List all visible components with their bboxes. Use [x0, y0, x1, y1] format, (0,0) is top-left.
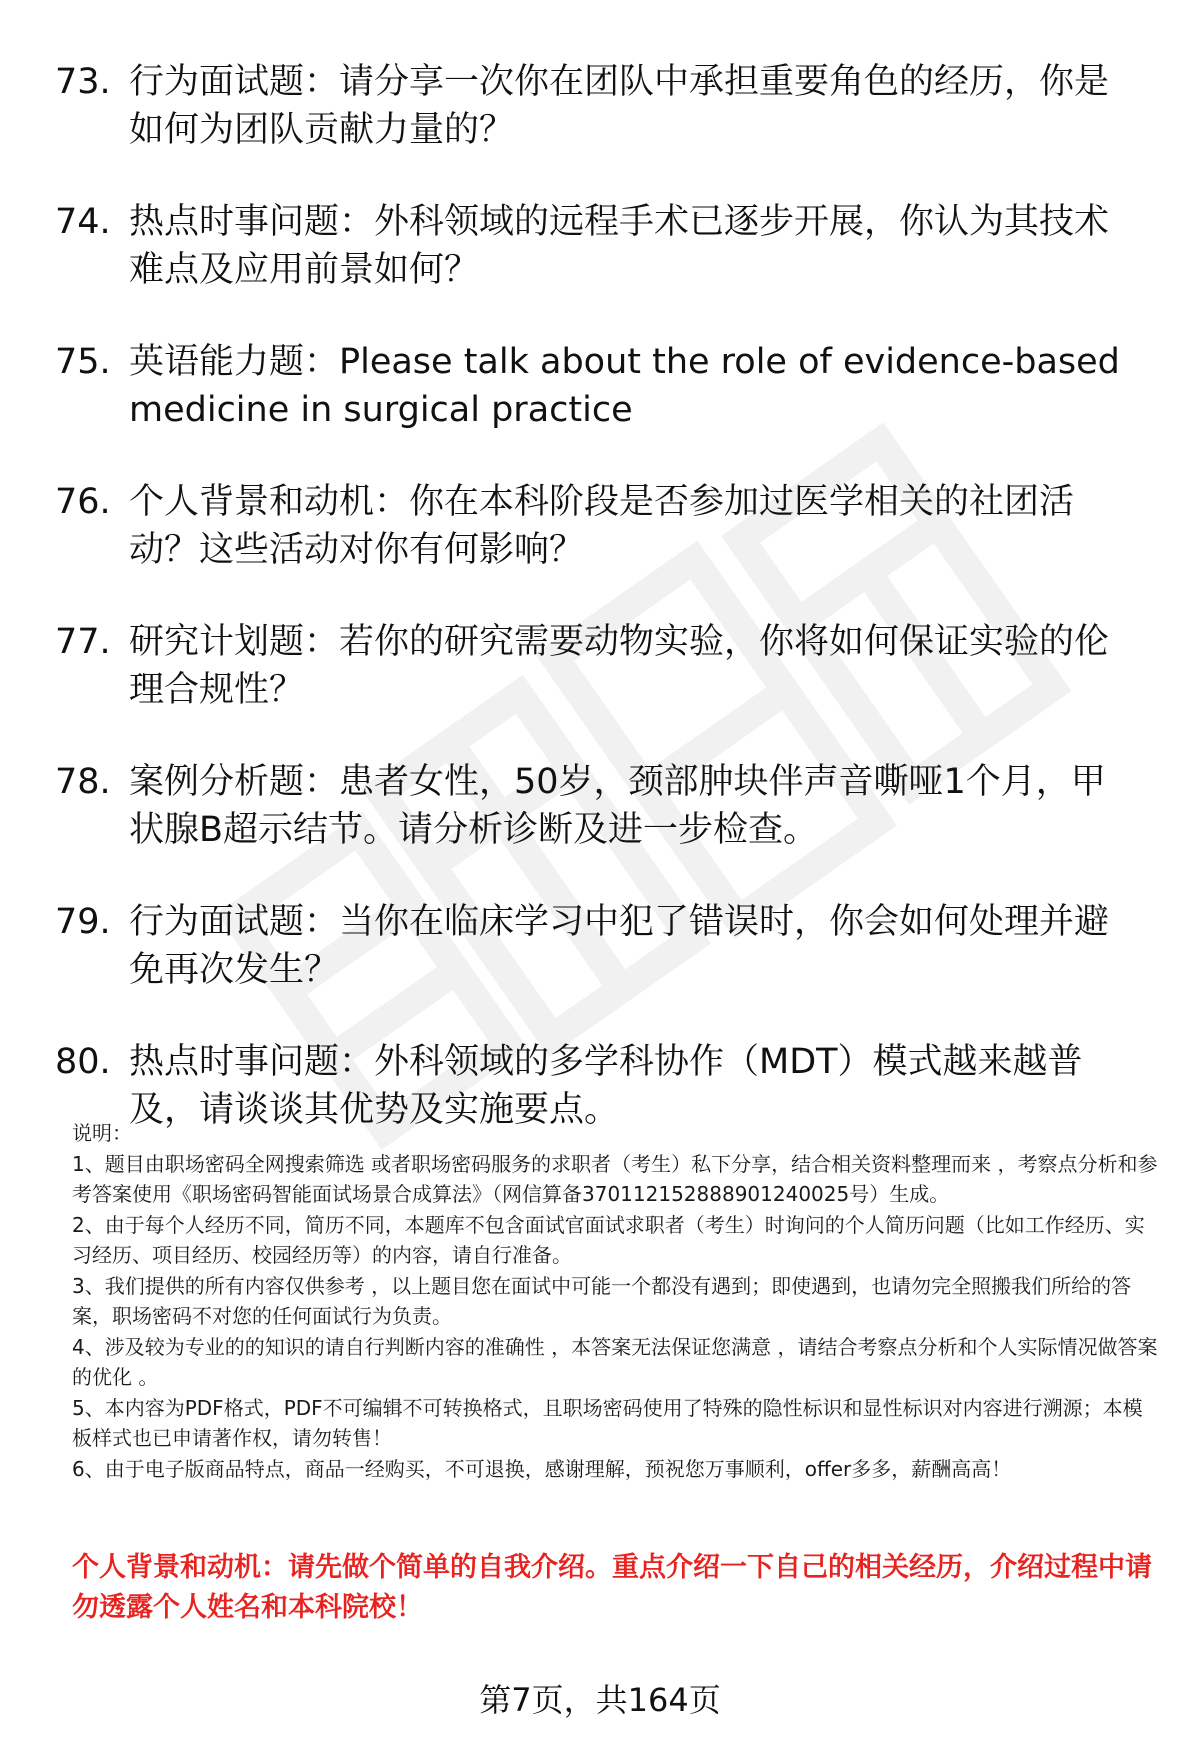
- question-item: [55, 898, 1155, 994]
- question-item: [55, 478, 1155, 574]
- note-item: 5、本内容为PDF格式，PDF不可编辑不可转换格式，且职场密码使用了特殊的隐性标识和显性标识对内容进行溯源；本模板样式也已申请著作权，请勿转售！: [72, 1395, 1143, 1450]
- question-number: 76.: [55, 482, 111, 522]
- question-text: 热点时事问题：外科领域的远程手术已逐步开展，你认为其技术难点及应用前景如何？: [129, 202, 1110, 290]
- highlighted-question: 个人背景和动机：请先做个简单的自我介绍。重点介绍一下自己的相关经历，介绍过程中请勿透露个人姓名和本科院校！: [72, 1552, 1152, 1623]
- note-item: 1、题目由职场密码全网搜索筛选 或者职场密码服务的求职者（考生）私下分享，结合相关资料整理而来 ，考察点分析和参考答案使用《职场密码智能面试场景合成算法》（网信算备370112152888901240025号）生成。: [72, 1151, 1158, 1206]
- notes-heading: 说明：: [72, 1121, 132, 1145]
- note-item: 4、涉及较为专业的的知识的请自行判断内容的准确性 ，本答案无法保证您满意 ，请结合考察点分析和个人实际情况做答案的优化 。: [72, 1334, 1158, 1389]
- question-number: 74.: [55, 202, 111, 242]
- note-item: 2、由于每个人经历不同，简历不同，本题库不包含面试官面试求职者（考生）时询问的个人简历问题（比如工作经历、实习经历、项目经历、校园经历等）的内容，请自行准备。: [72, 1212, 1145, 1267]
- question-number: 79.: [55, 902, 111, 942]
- question-text: 行为面试题：当你在临床学习中犯了错误时，你会如何处理并避免再次发生？: [129, 902, 1110, 990]
- question-list: [55, 58, 1155, 1178]
- notes-section: [72, 1118, 1160, 1484]
- page-number: 第7页，共164页: [479, 1681, 721, 1719]
- question-text: 英语能力题：Please talk about the role of evidence-based medicine in surgical practice: [129, 342, 1120, 430]
- question-text: 研究计划题：若你的研究需要动物实验，你将如何保证实验的伦理合规性？: [129, 622, 1110, 710]
- question-text: 热点时事问题：外科领域的多学科协作（MDT）模式越来越普及，请谈谈其优势及实施要点。: [129, 1042, 1083, 1130]
- question-item: [55, 338, 1155, 434]
- note-item: 3、我们提供的所有内容仅供参考 ，以上题目您在面试中可能一个都没有遇到；即使遇到，也请勿完全照搬我们所给的答案，职场密码不对您的任何面试行为负责。: [72, 1273, 1132, 1328]
- question-number: 75.: [55, 342, 111, 382]
- question-number: 80.: [55, 1042, 111, 1082]
- question-item: [55, 618, 1155, 714]
- question-number: 78.: [55, 762, 111, 802]
- question-text: 案例分析题：患者女性，50岁，颈部肿块伴声音嘶哑1个月，甲状腺B超示结节。请分析诊断及进一步检查。: [129, 762, 1106, 850]
- note-item: 6、由于电子版商品特点，商品一经购买，不可退换，感谢理解，预祝您万事顺利，offer多多，薪酬高高！: [72, 1456, 1012, 1481]
- question-number: 77.: [55, 622, 111, 662]
- question-item: [55, 198, 1155, 294]
- question-number: 73.: [55, 62, 111, 102]
- question-item: [55, 758, 1155, 854]
- question-text: 个人背景和动机：你在本科阶段是否参加过医学相关的社团活动？这些活动对你有何影响？: [129, 482, 1075, 570]
- question-text: 行为面试题：请分享一次你在团队中承担重要角色的经历，你是如何为团队贡献力量的？: [129, 62, 1110, 150]
- question-item: [55, 58, 1155, 154]
